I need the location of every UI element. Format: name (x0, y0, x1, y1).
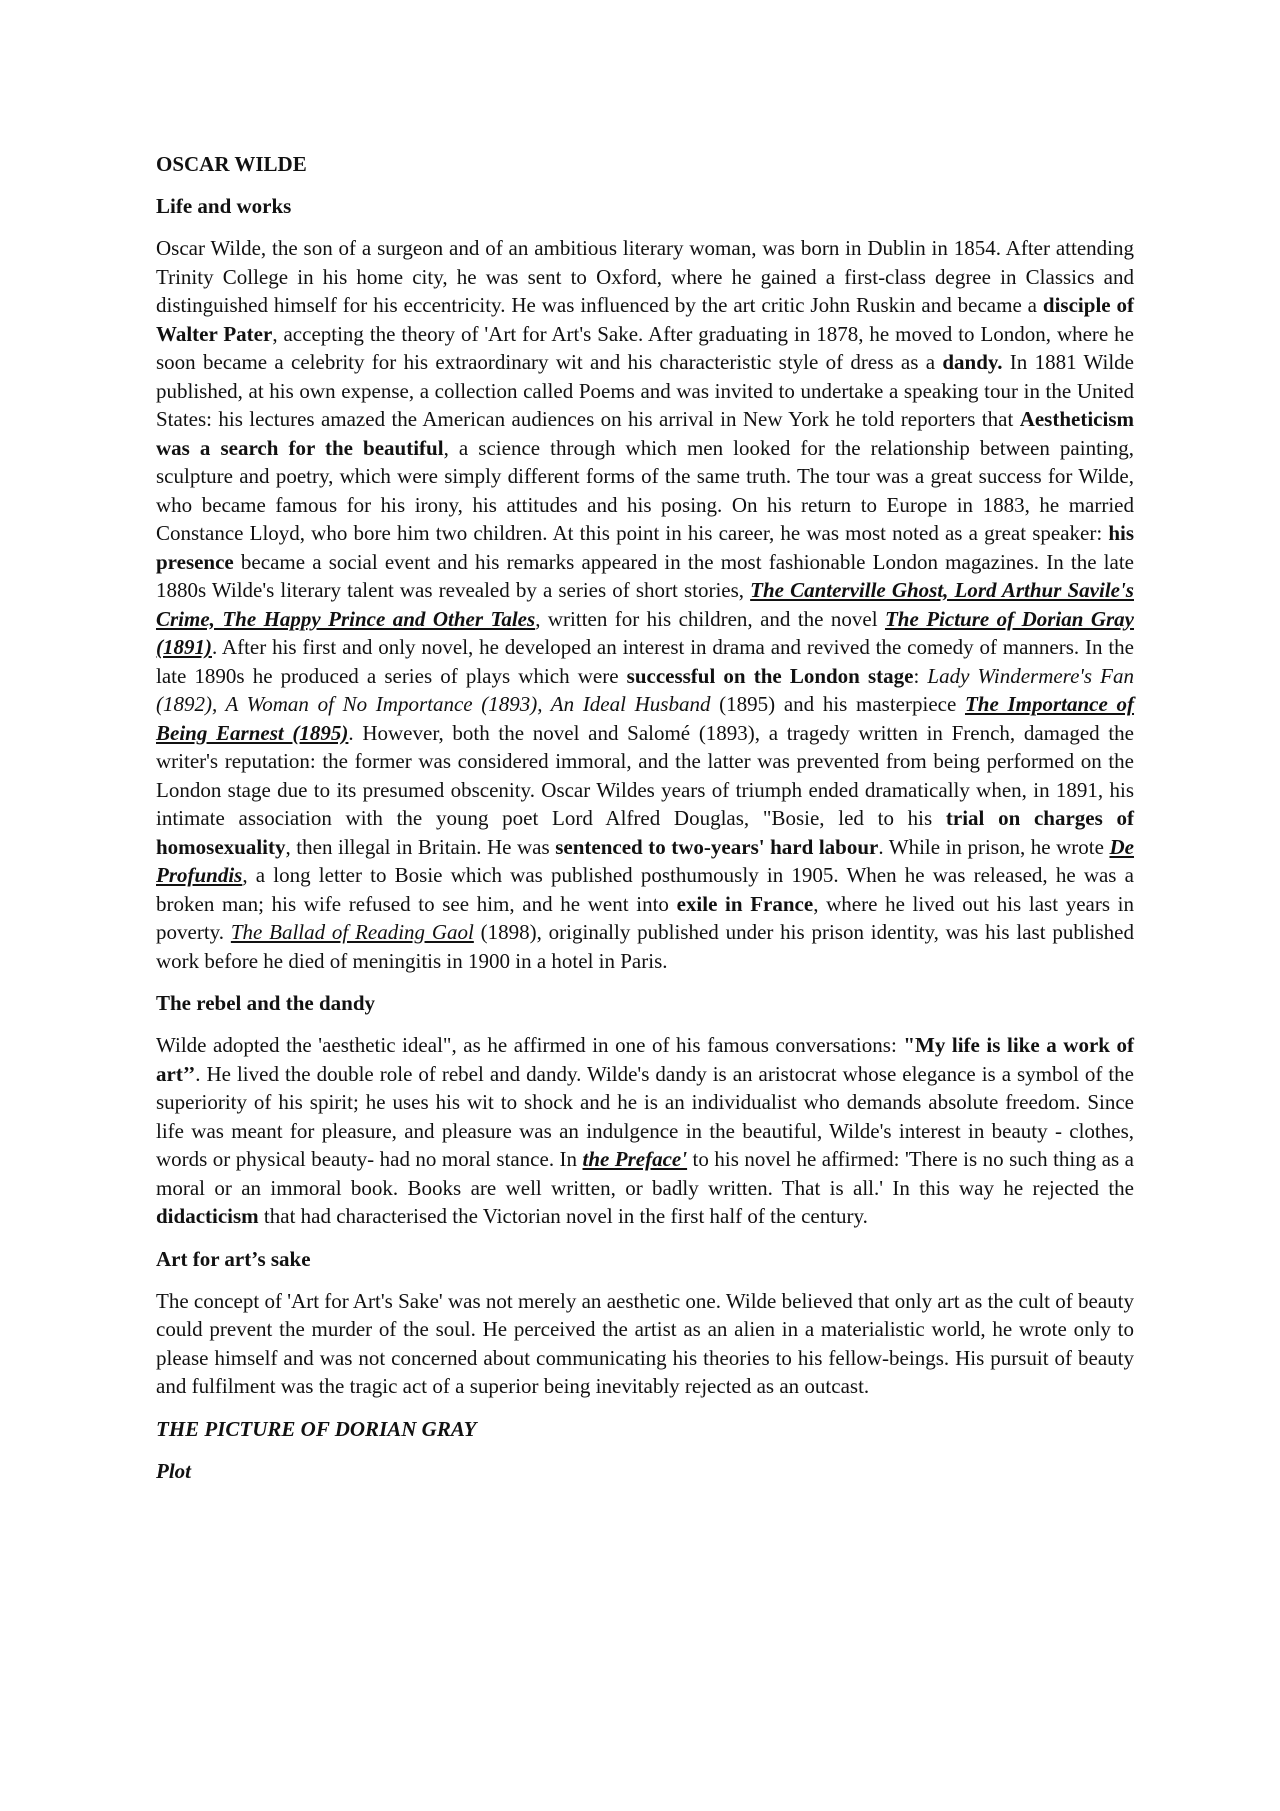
text-run: , written for his children, and the novel (535, 606, 885, 631)
italic-play-titles: Lady Windermere's Fan (1892), A Woman of No Importance (1893), An Ideal Husband (156, 663, 1134, 716)
text-run: : (913, 663, 928, 688)
bold-phrase: sentenced to two-years' hard labour (555, 834, 879, 859)
text-run: Wilde adopted the 'aesthetic ideal", as he affirmed in one of his famous conversations: (156, 1033, 904, 1057)
work-title-de-profundis: De Profundis (156, 834, 1134, 887)
text-run: , where he lived out his last years in poverty. (156, 891, 1135, 944)
work-title-dorian-gray: The Picture of Dorian Gray (1891) (156, 606, 1134, 659)
work-title-importance-of-being-earnest: The Importance of Being Earnest (1895) (156, 692, 1135, 745)
text-run: . After his first and only novel, he developed an interest in drama and revived the comedy of manners. In the late 1890s he produced a series of plays which were (156, 635, 1134, 688)
subheading-plot: Plot (156, 1458, 191, 1483)
text-run: (1898), originally published under his prison identity, was his last published work before he died of meningitis in 1900 in a hotel in Paris. (156, 920, 1134, 973)
bold-phrase: Aestheticism was a search for the beautiful (156, 407, 1134, 460)
bold-phrase: his presence (156, 521, 1134, 574)
bold-phrase: trial on charges of homosexuality (156, 806, 1134, 859)
section-heading-rebel-and-dandy: The rebel and the dandy (156, 991, 375, 1015)
text-run: , accepting the theory of 'Art for Art's Sake. After graduating in 1878, he moved to London, where he soon became a celebrity for his extraordinary wit and his characteristic style of dress as a (156, 321, 1134, 374)
bold-phrase: dandy. (942, 350, 1003, 374)
bold-phrase: disciple of Walter Pater (156, 293, 1134, 346)
text-run: In 1881 Wilde published, at his own expense, a collection called Poems and was invited to undertake a speaking tour in the United States: his lectures amazed the American audiences on his arrival in New York he told reporters that (156, 350, 1134, 431)
text-run: , then illegal in Britain. He was (285, 834, 556, 859)
paragraph-art-for-arts-sake: The concept of 'Art for Art's Sake' was not merely an aesthetic one. Wilde believed that only art as the cult of beauty could prevent the murder of the soul. He perceived the artist as an alien in a materialistic world, he wrote only to please himself and was not concerned about communicating his theories to his fellow-beings. His pursuit of beauty and fulfilment was the tragic act of a superior being inevitably rejected as an outcast. (156, 1288, 1134, 1398)
text-run: Oscar Wilde, the son of a surgeon and of an ambitious literary woman, was born in Dublin in 1854. After attending Trinity College in his home city, he was sent to Oxford, where he gained a first-class degree in Classics and distinguished himself for his eccentricity. He was influenced by the art critic John Ruskin and became a (156, 236, 1134, 317)
text-run: that had characterised the Victorian novel in the first half of the century. (258, 1204, 868, 1228)
bold-phrase: successful on the London stage (626, 663, 914, 688)
text-run: , a long letter to Bosie which was published posthumously in 1905. When he was released, he was a broken man; his wife refused to see him, and he went into (156, 863, 1134, 916)
text-run: became a social event and his remarks appeared in the most fashionable London magazines. In the late 1880s Wilde's literary talent was revealed by a series of short stories, (156, 549, 1134, 602)
work-title-short-stories: The Canterville Ghost, Lord Arthur Savile's Crime, The Happy Prince and Other Tales (156, 578, 1134, 631)
bold-phrase: didacticism (156, 1204, 259, 1228)
text-run: (1895) and his masterpiece (710, 692, 965, 716)
text-run: . While in prison, he wrote (878, 834, 1110, 859)
text-run: . However, both the novel and Salomé (1893), a tragedy written in French, damaged the writer's reputation: the former was considered immoral, and the latter was prevented from being performed on the London stage due to its presumed obscenity. Oscar Wildes years of triumph ended dramatically when, in 1891, his intimate association with the young poet Lord Alfred Douglas, "Bosie, led to his (156, 720, 1134, 830)
text-run: , a science through which men looked for the relationship between painting, sculpture and poetry, which were simply different forms of the same truth. The tour was a great success for Wilde, who became famous for his irony, his attitudes and his posing. On his return to Europe in 1883, he married Constance Lloyd, who bore him two children. At this point in his career, he was most noted as a great speaker: (156, 435, 1134, 545)
section-heading-art-for-arts-sake: Art for art’s sake (156, 1246, 311, 1271)
document-title: OSCAR WILDE (156, 152, 307, 176)
text-run: to his novel he affirmed: 'There is no such thing as a moral or an immoral book. Books are well written, or badly written. That is all.' In this way he rejected the (156, 1147, 1134, 1200)
section-heading-dorian-gray: THE PICTURE OF DORIAN GRAY (156, 1416, 477, 1441)
work-title-preface: the Preface' (582, 1147, 688, 1171)
work-title-ballad-of-reading-gaol: The Ballad of Reading Gaol (230, 920, 474, 944)
bold-quote: "My life is like a work of art’’ (156, 1033, 1135, 1086)
text-run: . He lived the double role of rebel and dandy. Wilde's dandy is an aristocrat whose elegance is a symbol of the superiority of his spirit; he uses his wit to shock and he is an individualist who demands absolute freedom. Since life was meant for pleasure, and pleasure was an indulgence in the beautiful, Wilde's interest in beauty - clothes, words or physical beauty- had no moral stance. In (156, 1061, 1134, 1171)
bold-phrase: exile in France (676, 891, 814, 916)
document-page (156, 150, 1134, 1499)
section-heading-life-and-works: Life and works (156, 194, 292, 218)
paragraph-life-and-works (156, 234, 1134, 975)
paragraph-rebel-and-dandy (156, 1031, 1134, 1231)
